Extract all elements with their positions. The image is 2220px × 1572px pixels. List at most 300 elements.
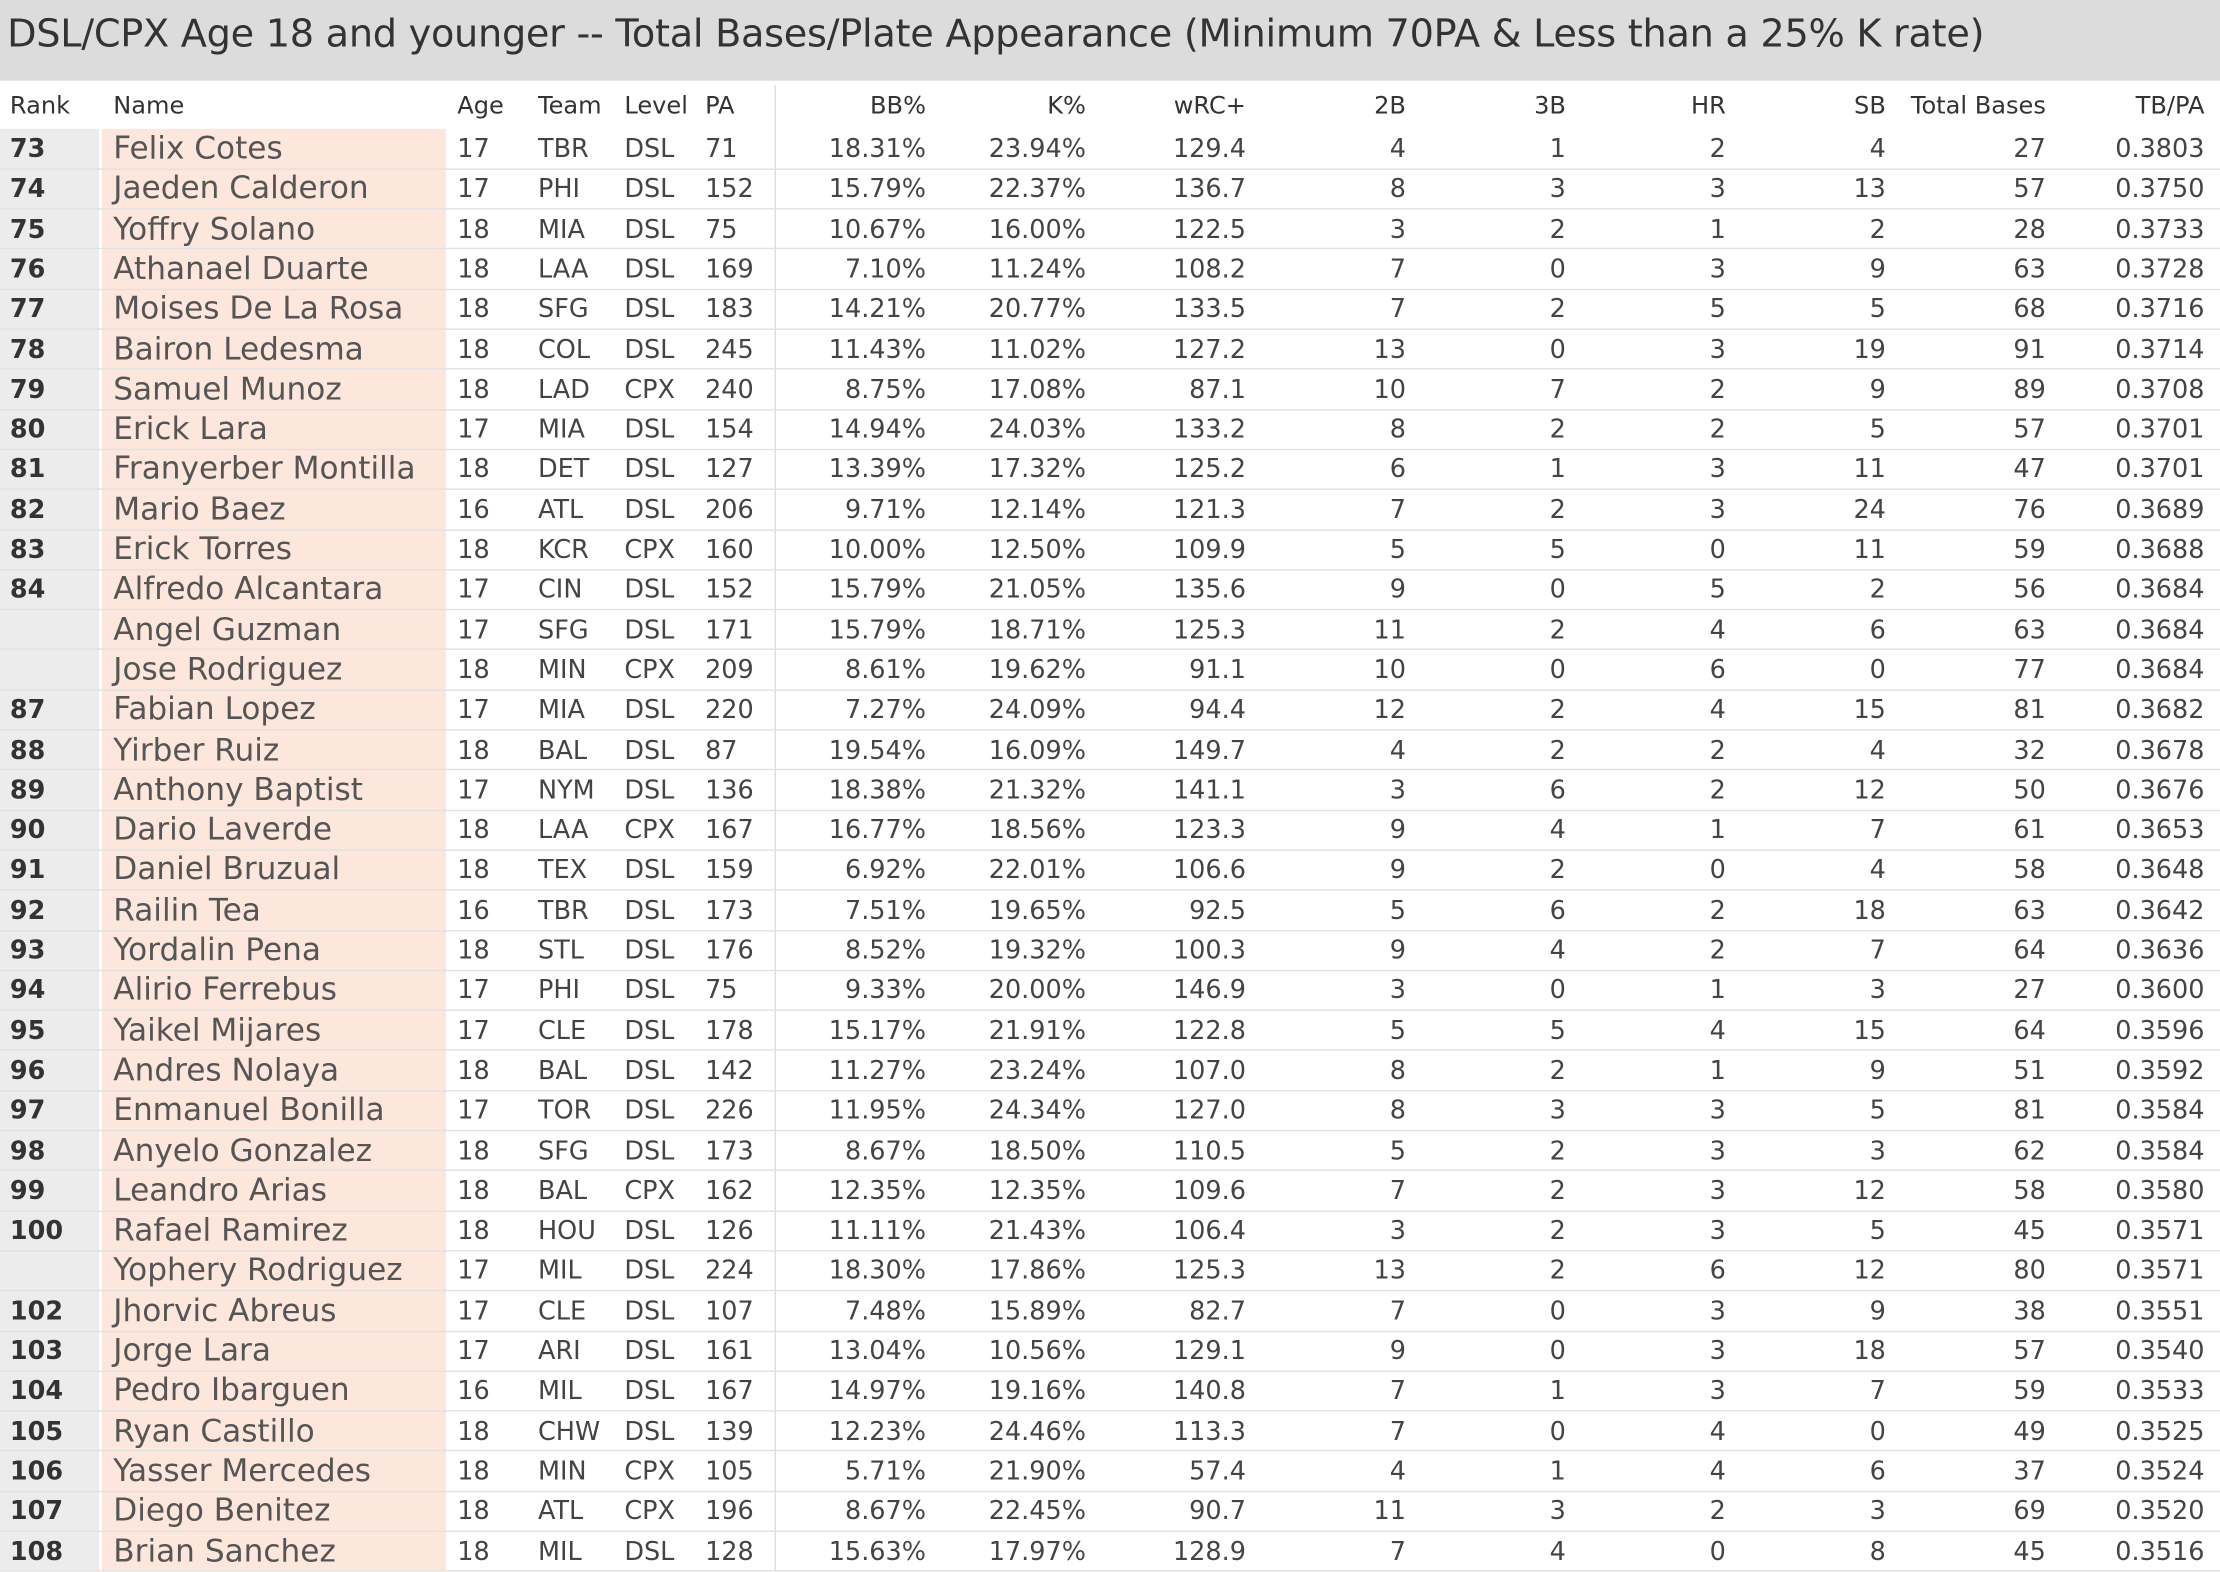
table-row[interactable] — [0, 810, 2220, 850]
triples-cell: 2 — [1549, 214, 1566, 245]
pa-cell: 167 — [705, 1376, 754, 1407]
tb-per-pa-cell: 0.3750 — [2115, 174, 2205, 205]
k-pct-cell: 17.32% — [988, 455, 1086, 485]
rank-cell: 108 — [9, 1536, 64, 1567]
team-cell: TBR — [538, 895, 589, 926]
rank-cell — [10, 650, 95, 690]
team-cell: BAL — [538, 1056, 588, 1086]
tb-per-pa-cell: 0.3571 — [2115, 1216, 2205, 1247]
rank-cell: 100 — [9, 1216, 64, 1247]
stolen-bases-cell: 8 — [1869, 1536, 1886, 1567]
header-3b[interactable]: 3B — [1534, 92, 1566, 121]
header-level[interactable]: Level — [624, 92, 688, 121]
age-cell: 17 — [457, 975, 490, 1006]
rank-cell: 98 — [9, 1136, 46, 1166]
triples-cell: 0 — [1549, 254, 1566, 285]
player-name: Dario Laverde — [113, 812, 332, 849]
wrc-plus-cell: 107.0 — [1172, 1056, 1246, 1086]
level-cell: DSL — [624, 455, 675, 485]
total-bases-cell: 64 — [2013, 1015, 2046, 1046]
doubles-cell: 6 — [1389, 455, 1406, 485]
level-cell: DSL — [624, 1015, 675, 1046]
wrc-plus-cell: 125.3 — [1172, 615, 1246, 646]
triples-cell: 1 — [1549, 455, 1566, 485]
k-pct-cell: 12.14% — [988, 495, 1086, 525]
home-runs-cell: 4 — [1709, 695, 1726, 726]
bb-pct-cell: 14.94% — [828, 414, 926, 445]
doubles-cell: 4 — [1389, 1456, 1406, 1487]
level-cell: DSL — [624, 214, 675, 245]
pa-cell: 176 — [705, 935, 754, 966]
header-2b[interactable]: 2B — [1374, 92, 1406, 121]
pa-cell: 224 — [705, 1256, 754, 1287]
triples-cell: 0 — [1549, 1416, 1566, 1447]
wrc-plus-cell: 129.4 — [1172, 134, 1246, 165]
title-bar — [0, 0, 2220, 81]
player-name: Franyerber Montilla — [113, 452, 416, 488]
total-bases-cell: 59 — [2013, 1376, 2046, 1407]
doubles-cell: 8 — [1389, 1056, 1406, 1086]
k-pct-cell: 23.24% — [988, 1056, 1086, 1086]
wrc-plus-cell: 146.9 — [1172, 975, 1246, 1006]
pa-cell: 167 — [705, 815, 754, 846]
table-row[interactable] — [0, 1371, 2220, 1411]
age-cell: 17 — [457, 174, 490, 205]
home-runs-cell: 6 — [1709, 1256, 1726, 1287]
tb-per-pa-cell: 0.3525 — [2115, 1416, 2205, 1447]
k-pct-cell: 10.56% — [988, 1336, 1086, 1367]
home-runs-cell: 2 — [1709, 374, 1726, 405]
stolen-bases-cell: 13 — [1853, 174, 1886, 205]
header-rank[interactable]: Rank — [9, 92, 71, 121]
pa-cell: 152 — [705, 575, 754, 605]
player-name: Yirber Ruiz — [113, 732, 280, 769]
rank-cell: 74 — [9, 174, 46, 205]
table-row[interactable] — [0, 570, 2220, 610]
age-cell: 17 — [457, 1256, 490, 1287]
pa-cell: 183 — [705, 294, 754, 325]
age-cell: 18 — [457, 374, 490, 405]
age-cell: 18 — [457, 1216, 490, 1247]
team-cell: STL — [538, 935, 584, 966]
team-cell: MIL — [538, 1536, 582, 1567]
bb-pct-cell: 9.71% — [844, 495, 926, 525]
wrc-plus-cell: 140.8 — [1172, 1376, 1246, 1407]
wrc-plus-cell: 125.2 — [1172, 455, 1246, 485]
home-runs-cell: 6 — [1709, 655, 1726, 686]
table-row[interactable] — [0, 129, 2220, 169]
age-cell: 17 — [457, 615, 490, 646]
level-cell: DSL — [624, 134, 675, 165]
pa-cell: 173 — [705, 1136, 754, 1166]
stolen-bases-cell: 3 — [1869, 1496, 1886, 1527]
tb-per-pa-cell: 0.3716 — [2115, 294, 2205, 325]
stolen-bases-cell: 2 — [1869, 575, 1886, 605]
age-cell: 17 — [457, 1296, 490, 1327]
tb-per-pa-cell: 0.3688 — [2115, 535, 2205, 565]
bb-pct-cell: 5.71% — [844, 1456, 926, 1487]
table-row[interactable] — [0, 970, 2220, 1010]
home-runs-cell: 2 — [1709, 895, 1726, 926]
level-cell: CPX — [624, 815, 676, 846]
triples-cell: 0 — [1549, 655, 1566, 686]
total-bases-cell: 27 — [2013, 134, 2046, 165]
stolen-bases-cell: 19 — [1853, 334, 1886, 365]
tb-per-pa-cell: 0.3684 — [2115, 615, 2205, 646]
home-runs-cell: 3 — [1709, 1176, 1726, 1206]
rank-cell: 73 — [9, 134, 46, 165]
bb-pct-cell: 9.33% — [844, 975, 926, 1006]
triples-cell: 2 — [1549, 855, 1566, 886]
level-cell: CPX — [624, 1496, 676, 1527]
table-row[interactable] — [0, 449, 2220, 489]
home-runs-cell: 1 — [1709, 214, 1726, 245]
table-row[interactable] — [0, 690, 2220, 730]
rank-cell: 75 — [9, 214, 46, 245]
level-cell: DSL — [624, 334, 675, 365]
bb-pct-cell: 8.75% — [844, 374, 926, 405]
team-cell: ATL — [538, 1496, 584, 1527]
level-cell: DSL — [624, 1376, 675, 1407]
header-sb[interactable]: SB — [1854, 92, 1886, 121]
header-tb-pa[interactable]: TB/PA — [2135, 92, 2205, 121]
table-row[interactable] — [0, 890, 2220, 930]
pa-cell: 107 — [705, 1296, 754, 1327]
age-cell: 18 — [457, 1536, 490, 1567]
total-bases-cell: 69 — [2013, 1496, 2046, 1527]
tb-per-pa-cell: 0.3584 — [2115, 1096, 2205, 1126]
age-cell: 18 — [457, 655, 490, 686]
stolen-bases-cell: 3 — [1869, 975, 1886, 1006]
age-cell: 17 — [457, 1015, 490, 1046]
table-row[interactable] — [0, 1010, 2220, 1050]
triples-cell: 0 — [1549, 1336, 1566, 1367]
home-runs-cell: 3 — [1709, 1216, 1726, 1247]
stolen-bases-cell: 0 — [1869, 655, 1886, 686]
home-runs-cell: 2 — [1709, 414, 1726, 445]
tb-per-pa-cell: 0.3648 — [2115, 855, 2205, 886]
team-cell: LAA — [538, 815, 589, 846]
doubles-cell: 5 — [1389, 535, 1406, 565]
tb-per-pa-cell: 0.3642 — [2115, 895, 2205, 926]
pa-cell: 139 — [705, 1416, 754, 1447]
player-name: Yophery Rodriguez — [113, 1253, 403, 1289]
wrc-plus-cell: 127.0 — [1172, 1096, 1246, 1126]
table-row[interactable] — [0, 850, 2220, 890]
level-cell: DSL — [624, 935, 675, 966]
age-cell: 18 — [457, 535, 490, 565]
total-bases-cell: 64 — [2013, 935, 2046, 966]
home-runs-cell: 3 — [1709, 1336, 1726, 1367]
tb-per-pa-cell: 0.3520 — [2115, 1496, 2205, 1527]
doubles-cell: 5 — [1389, 895, 1406, 926]
k-pct-cell: 21.43% — [988, 1216, 1086, 1247]
wrc-plus-cell: 91.1 — [1189, 655, 1246, 686]
age-cell: 18 — [457, 1176, 490, 1206]
table-row[interactable] — [0, 930, 2220, 970]
home-runs-cell: 2 — [1709, 775, 1726, 806]
table-row[interactable] — [0, 1291, 2220, 1331]
player-name: Fabian Lopez — [113, 692, 316, 728]
team-cell: MIL — [538, 1376, 582, 1407]
wrc-plus-cell: 106.4 — [1172, 1216, 1246, 1247]
bb-pct-cell: 11.95% — [828, 1096, 926, 1126]
age-cell: 18 — [457, 1056, 490, 1086]
pa-cell: 154 — [705, 414, 754, 445]
level-cell: DSL — [624, 1416, 675, 1447]
table-row[interactable] — [0, 1171, 2220, 1211]
k-pct-cell: 24.46% — [988, 1416, 1086, 1447]
table-row[interactable] — [0, 1411, 2220, 1451]
wrc-plus-cell: 90.7 — [1189, 1496, 1246, 1527]
wrc-plus-cell: 57.4 — [1189, 1456, 1246, 1487]
rank-cell: 83 — [9, 535, 46, 565]
bb-pct-cell: 6.92% — [844, 855, 926, 886]
doubles-cell: 10 — [1373, 655, 1406, 686]
pa-cell: 71 — [705, 134, 738, 165]
bb-pct-cell: 11.27% — [828, 1056, 926, 1086]
level-cell: DSL — [624, 414, 675, 445]
doubles-cell: 8 — [1389, 414, 1406, 445]
total-bases-cell: 28 — [2013, 214, 2046, 245]
rank-cell: 105 — [9, 1416, 64, 1447]
header-bb[interactable]: BB% — [870, 92, 926, 121]
k-pct-cell: 23.94% — [988, 134, 1086, 165]
doubles-cell: 5 — [1389, 1136, 1406, 1166]
bb-pct-cell: 10.00% — [828, 535, 926, 565]
home-runs-cell: 4 — [1709, 615, 1726, 646]
rank-cell: 106 — [9, 1456, 64, 1487]
age-cell: 18 — [457, 254, 490, 285]
wrc-plus-cell: 123.3 — [1172, 815, 1246, 846]
team-cell: PHI — [538, 975, 581, 1006]
age-cell: 17 — [457, 134, 490, 165]
k-pct-cell: 19.16% — [988, 1376, 1086, 1407]
player-name: Erick Torres — [113, 532, 293, 568]
team-cell: SFG — [538, 294, 589, 325]
header-pa[interactable]: PA — [705, 92, 735, 121]
doubles-cell: 7 — [1389, 1296, 1406, 1327]
header-wrc[interactable]: wRC+ — [1173, 92, 1246, 121]
header-age[interactable]: Age — [457, 92, 504, 121]
age-cell: 18 — [457, 214, 490, 245]
bb-pct-cell: 14.97% — [828, 1376, 926, 1407]
level-cell: DSL — [624, 1216, 675, 1247]
total-bases-cell: 45 — [2013, 1536, 2046, 1567]
home-runs-cell: 2 — [1709, 134, 1726, 165]
table-row[interactable] — [0, 530, 2220, 570]
table-row[interactable] — [0, 369, 2220, 409]
k-pct-cell: 11.02% — [988, 334, 1086, 365]
table-row[interactable] — [0, 1131, 2220, 1171]
stolen-bases-cell: 12 — [1853, 775, 1886, 806]
stolen-bases-cell: 12 — [1853, 1256, 1886, 1287]
table-row[interactable] — [0, 770, 2220, 810]
table-row[interactable] — [0, 209, 2220, 249]
k-pct-cell: 12.35% — [988, 1176, 1086, 1206]
header-hr[interactable]: HR — [1691, 92, 1726, 121]
header-team[interactable]: Team — [538, 92, 602, 121]
table-row[interactable] — [0, 329, 2220, 369]
level-cell: DSL — [624, 1296, 675, 1327]
rank-cell: 97 — [9, 1096, 46, 1126]
stolen-bases-cell: 2 — [1869, 214, 1886, 245]
home-runs-cell: 3 — [1709, 455, 1726, 485]
stolen-bases-cell: 15 — [1853, 695, 1886, 726]
doubles-cell: 7 — [1389, 1376, 1406, 1407]
table-row[interactable] — [0, 409, 2220, 449]
total-bases-cell: 47 — [2013, 455, 2046, 485]
header-k[interactable]: K% — [1047, 92, 1086, 121]
table-row[interactable] — [0, 489, 2220, 529]
tb-per-pa-cell: 0.3636 — [2115, 935, 2205, 966]
triples-cell: 5 — [1549, 1015, 1566, 1046]
total-bases-cell: 61 — [2013, 815, 2046, 846]
team-cell: ARI — [538, 1336, 581, 1367]
table-row[interactable] — [0, 610, 2220, 650]
pa-cell: 160 — [705, 535, 754, 565]
rank-cell: 82 — [9, 495, 46, 525]
table-row[interactable] — [0, 289, 2220, 329]
table-row[interactable] — [0, 1050, 2220, 1090]
total-bases-cell: 57 — [2013, 1336, 2046, 1367]
stolen-bases-cell: 4 — [1869, 134, 1886, 165]
level-cell: DSL — [624, 775, 675, 806]
wrc-plus-cell: 125.3 — [1172, 1256, 1246, 1287]
level-cell: CPX — [624, 1456, 676, 1487]
age-cell: 18 — [457, 735, 490, 766]
k-pct-cell: 11.24% — [988, 254, 1086, 285]
home-runs-cell: 4 — [1709, 1015, 1726, 1046]
tb-per-pa-cell: 0.3689 — [2115, 495, 2205, 525]
pa-cell: 178 — [705, 1015, 754, 1046]
player-name: Brian Sanchez — [113, 1534, 336, 1570]
level-cell: DSL — [624, 1336, 675, 1367]
triples-cell: 2 — [1549, 615, 1566, 646]
doubles-cell: 11 — [1373, 615, 1406, 646]
doubles-cell: 4 — [1389, 735, 1406, 766]
total-bases-cell: 77 — [2013, 655, 2046, 686]
stolen-bases-cell: 6 — [1869, 615, 1886, 646]
home-runs-cell: 1 — [1709, 1056, 1726, 1086]
header-name[interactable]: Name — [113, 92, 185, 121]
rank-cell: 102 — [9, 1296, 64, 1327]
table-row[interactable] — [0, 1090, 2220, 1130]
total-bases-cell: 27 — [2013, 975, 2046, 1006]
table-row[interactable] — [0, 650, 2220, 690]
wrc-plus-cell: 128.9 — [1172, 1536, 1246, 1567]
team-cell: BAL — [538, 735, 588, 766]
table-row[interactable] — [0, 1251, 2220, 1291]
tb-per-pa-cell: 0.3676 — [2115, 775, 2205, 806]
k-pct-cell: 24.03% — [988, 414, 1086, 445]
total-bases-cell: 63 — [2013, 254, 2046, 285]
bb-pct-cell: 8.67% — [844, 1136, 926, 1166]
bb-pct-cell: 13.39% — [828, 455, 926, 485]
table-row[interactable] — [0, 1451, 2220, 1491]
doubles-cell: 8 — [1389, 174, 1406, 205]
stolen-bases-cell: 11 — [1853, 455, 1886, 485]
bb-pct-cell: 8.67% — [844, 1496, 926, 1527]
pa-cell: 75 — [705, 214, 738, 245]
total-bases-cell: 63 — [2013, 895, 2046, 926]
page-title: DSL/CPX Age 18 and younger -- Total Bases/Plate Appearance (Minimum 70PA & Less than a 25% K rate) — [7, 12, 1985, 57]
player-name: Ryan Castillo — [113, 1413, 315, 1450]
k-pct-cell: 21.91% — [988, 1015, 1086, 1046]
table-row[interactable] — [0, 1531, 2220, 1571]
doubles-cell: 9 — [1389, 855, 1406, 886]
doubles-cell: 8 — [1389, 1096, 1406, 1126]
age-cell: 18 — [457, 935, 490, 966]
team-cell: HOU — [538, 1216, 596, 1247]
level-cell: CPX — [624, 655, 676, 686]
k-pct-cell: 15.89% — [988, 1296, 1086, 1327]
level-cell: DSL — [624, 575, 675, 605]
home-runs-cell: 4 — [1709, 1456, 1726, 1487]
table-row[interactable] — [0, 1331, 2220, 1371]
bb-pct-cell: 15.79% — [828, 615, 926, 646]
stolen-bases-cell: 18 — [1853, 895, 1886, 926]
doubles-cell: 5 — [1389, 1015, 1406, 1046]
player-name: Angel Guzman — [113, 612, 342, 648]
home-runs-cell: 1 — [1709, 975, 1726, 1006]
table-row[interactable] — [0, 730, 2220, 770]
level-cell: DSL — [624, 294, 675, 325]
home-runs-cell: 3 — [1709, 1096, 1726, 1126]
age-cell: 17 — [457, 1336, 490, 1367]
table-row[interactable] — [0, 169, 2220, 209]
wrc-plus-cell: 108.2 — [1172, 254, 1246, 285]
doubles-cell: 13 — [1373, 1256, 1406, 1287]
pa-cell: 173 — [705, 895, 754, 926]
rank-cell: 92 — [9, 895, 46, 926]
level-cell: DSL — [624, 855, 675, 886]
home-runs-cell: 0 — [1709, 535, 1726, 565]
age-cell: 18 — [457, 1456, 490, 1487]
tb-per-pa-cell: 0.3653 — [2115, 815, 2205, 846]
team-cell: MIL — [538, 1256, 582, 1287]
doubles-cell: 7 — [1389, 294, 1406, 325]
total-bases-cell: 45 — [2013, 1216, 2046, 1247]
player-name: Enmanuel Bonilla — [113, 1093, 385, 1129]
rank-cell: 107 — [9, 1496, 64, 1527]
level-cell: DSL — [624, 1056, 675, 1086]
pa-cell: 87 — [705, 735, 738, 766]
bb-pct-cell: 7.51% — [844, 895, 926, 926]
table-row[interactable] — [0, 1211, 2220, 1251]
total-bases-cell: 80 — [2013, 1256, 2046, 1287]
rank-cell: 77 — [9, 294, 46, 325]
header-total-bases[interactable]: Total Bases — [1910, 92, 2046, 121]
tb-per-pa-cell: 0.3701 — [2115, 455, 2205, 485]
team-cell: MIN — [538, 1456, 587, 1487]
tb-per-pa-cell: 0.3714 — [2115, 334, 2205, 365]
stolen-bases-cell: 9 — [1869, 254, 1886, 285]
rank-cell: 94 — [9, 975, 46, 1006]
bb-pct-cell: 13.04% — [828, 1336, 926, 1367]
tb-per-pa-cell: 0.3684 — [2115, 575, 2205, 605]
tb-per-pa-cell: 0.3684 — [2115, 655, 2205, 686]
table-row[interactable] — [0, 1491, 2220, 1531]
wrc-plus-cell: 109.9 — [1172, 535, 1246, 565]
pa-cell: 240 — [705, 374, 754, 405]
tb-per-pa-cell: 0.3580 — [2115, 1176, 2205, 1206]
table-row[interactable] — [0, 249, 2220, 289]
triples-cell: 7 — [1549, 374, 1566, 405]
stolen-bases-cell: 12 — [1853, 1176, 1886, 1206]
total-bases-cell: 50 — [2013, 775, 2046, 806]
total-bases-cell: 51 — [2013, 1056, 2046, 1086]
